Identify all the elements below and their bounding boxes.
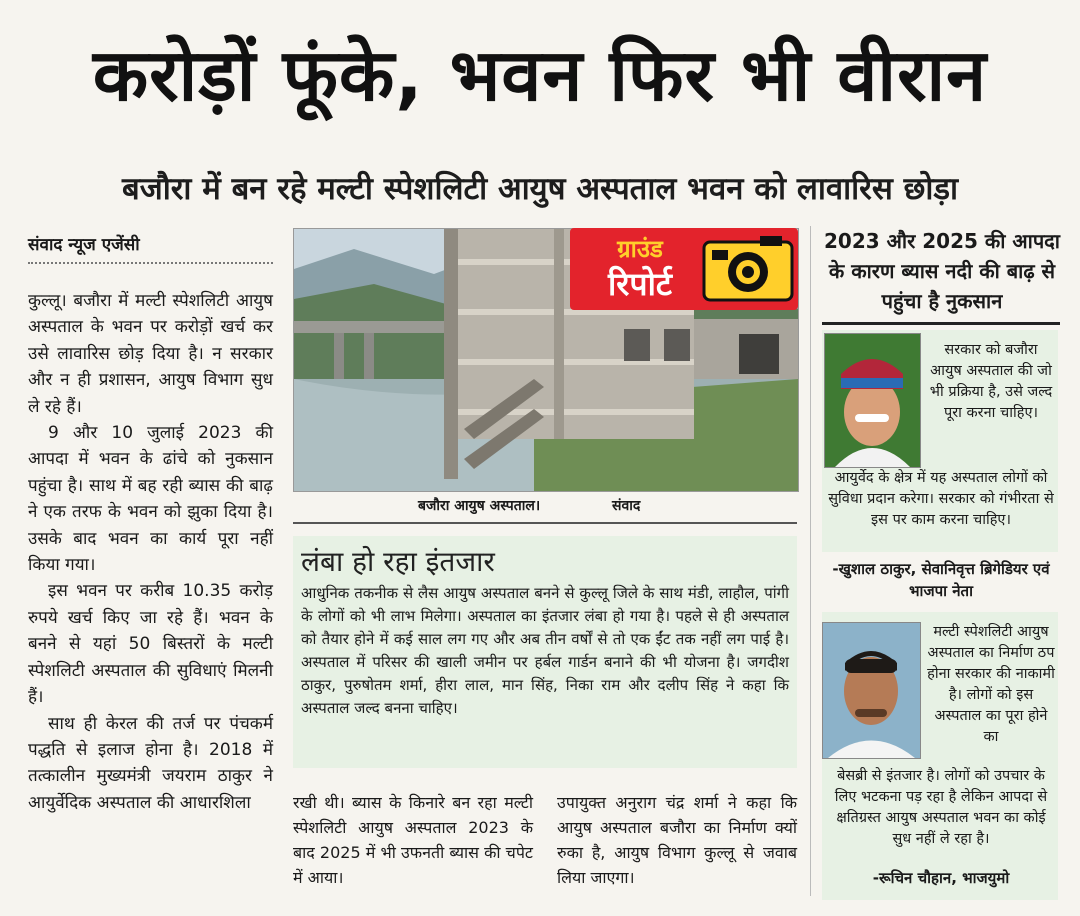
quote-1-part-1: सरकार को बजौरा आयुष अस्पताल की जो भी प्रक्रिया है, उसे जल्द पूरा करना चाहिए। — [929, 342, 1053, 421]
sidebar-title: लंबा हो रहा इंतजार — [301, 545, 495, 578]
story-paragraph-2: 9 और 10 जुलाई 2023 की आपदा में भवन के ढांचे को नुकसान पहुंचा है। साथ में बह रही ब्यास की बाढ़ ने एक तरफ के भवन को झुका दिया है। उसके बाद भवन का कार्य पूरा नहीं किया गया। — [28, 423, 273, 576]
quote-2-part-2: बेसब्री से इंतजार है। लोगों को उपचार के लिए भटकना पड़ रहा है लेकिन आपदा से क्षतिग्रस्त आयुष अस्पताल भवन का कोई सुध नहीं ले रहा है। — [834, 768, 1048, 847]
column-divider — [810, 226, 811, 896]
quote-1-part-2: आयुर्वेद के क्षेत्र में यह अस्पताल लोगों को सुविधा प्रदान करेगा। सरकार को गंभीरता से इस पर काम करना चाहिए। — [828, 470, 1054, 528]
stamp-line-1: ग्राउंड — [617, 235, 663, 263]
byline: संवाद न्यूज एजेंसी — [28, 235, 140, 255]
quote-2-part-1: मल्टी स्पेशलिटी आयुष अस्पताल का निर्माण ठप होना सरकार की नाकामी है। लोगों को इस अस्पताल का पूरा होने का — [927, 624, 1055, 745]
photo-credit: संवाद — [612, 498, 641, 514]
right-heading-rule — [822, 322, 1060, 325]
stamp-line-2: रिपोर्ट — [608, 265, 672, 303]
sidebar-body: आधुनिक तकनीक से लैस आयुष अस्पताल बनने से कुल्लू जिले के साथ मंडी, लाहौल, पांगी के लोगों को भी लाभ मिलेगा। अस्पताल का इंतजार लंबा हो गया है। पहले से ही अस्पताल को तैयार होने में कई साल लग गए और अब तीन वर्षों से तो एक ईंट तक नहीं लग पाई है। अस्पताल में परिसर की खाली जमीन पर हर्बल गार्डन बनाने की भी योजना है। जगदीश ठाकुर, पुरुषोतम शर्मा, हीरा लाल, मान सिंह, निका राम और दलीप सिंह ने कहा कि अस्पताल जल्द बनना चाहिए। — [301, 584, 789, 717]
camera-icon — [700, 234, 796, 304]
story-paragraph-4: साथ ही केरल की तर्ज पर पंचकर्म पद्धति से इलाज होना है। 2018 में तत्कालीन मुख्यमंत्री जयराम ठाकुर ने आयुर्वेदिक अस्पताल की आधारशिला — [28, 713, 273, 813]
story-paragraph-1: कुल्लू। बजौरा में मल्टी स्पेशलिटी आयुष अस्पताल के भवन पर करोड़ों खर्च कर उसे लावारिस छोड़ दिया है। न सरकार और न ही प्रशासन, आयुष विभाग सुध ले रहे हैं। — [28, 291, 273, 417]
byline-divider — [28, 262, 273, 264]
portrait-ruchin-chauhan — [822, 622, 921, 759]
right-column-heading: 2023 और 2025 की आपदा के कारण ब्यास नदी की बाढ़ से पहुंचा है नुकसान — [824, 229, 1060, 313]
main-story-column — [28, 288, 273, 816]
subheadline: बजौरा में बन रहे मल्टी स्पेशलिटी आयुष अस्पताल भवन को लावारिस छोड़ा — [122, 171, 958, 207]
story-continuation-2: उपायुक्त अनुराग चंद्र शर्मा ने कहा कि आयुष अस्पताल बजौरा का निर्माण क्यों रुका है, आयुष विभाग कुल्लू से जवाब लिया जाएगा। — [557, 793, 797, 887]
quote-2-author: -रूचिन चौहान, भाजयुमो — [872, 869, 1010, 887]
story-paragraph-3: इस भवन पर करीब 10.35 करोड़ रुपये खर्च किए जा रहे हैं। भवन के बनने से यहां 50 बिस्तरों के मल्टी स्पेशलिटी अस्पताल की सुविधाएं मिलनी हैं। — [28, 581, 273, 708]
story-continuation-1: रखी थी। ब्यास के किनारे बन रहा मल्टी स्पेशलिटी आयुष अस्पताल 2023 के बाद 2025 में भी उफनती ब्यास की चपेट में आया। — [293, 793, 533, 887]
portrait-khushal-thakur — [824, 333, 921, 468]
caption-divider — [293, 522, 797, 524]
quote-1-author: -खुशाल ठाकुर, सेवानिवृत्त ब्रिगेडियर एवं भाजपा नेता — [832, 560, 1050, 600]
photo-caption: बजौरा आयुष अस्पताल। — [418, 498, 541, 514]
headline: करोड़ों फूंके, भवन फिर भी वीरान — [92, 33, 988, 117]
